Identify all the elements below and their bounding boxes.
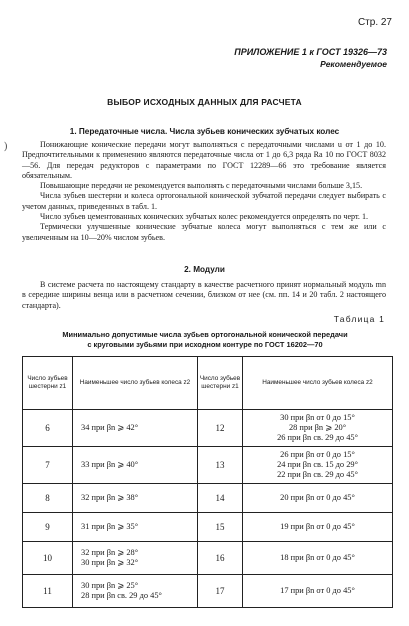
cell-z2 <box>243 542 393 575</box>
appendix-title: ПРИЛОЖЕНИЕ 1 к ГОСТ 19326—73 <box>234 47 387 57</box>
cell-line: 26 при βn от 0 до 15° <box>280 450 355 459</box>
cell-z2 <box>243 447 393 484</box>
cell-z2 <box>73 542 198 575</box>
table-row <box>23 513 393 542</box>
header-z1: Число зубьев шестерни z1 <box>23 357 73 410</box>
cell-line: 18 при βn от 0 до 45° <box>280 553 355 562</box>
cell-line: 31 при βn ⩾ 35° <box>81 522 139 531</box>
cell-z2 <box>73 410 198 447</box>
cell-z1: 13 <box>198 447 243 484</box>
cell-line: 19 при βn от 0 до 45° <box>280 522 355 531</box>
cell-line: 17 при βn от 0 до 45° <box>280 586 355 595</box>
table-row <box>23 575 393 608</box>
cell-z1: 16 <box>198 542 243 575</box>
cell-z2 <box>243 410 393 447</box>
margin-bracket-mark: ) <box>4 141 8 152</box>
page-title: ВЫБОР ИСХОДНЫХ ДАННЫХ ДЛЯ РАСЧЕТА <box>107 97 302 107</box>
cell-z1: 17 <box>198 575 243 608</box>
cell-line: 32 при βn ⩾ 38° <box>81 493 139 502</box>
header-z2: Наименьшее число зубьев колеса z2 <box>73 357 198 410</box>
cell-z1: 7 <box>23 447 73 484</box>
table-header-row <box>23 357 393 410</box>
page-number: Стр. 27 <box>357 17 392 28</box>
cell-line: 20 при βn от 0 до 45° <box>280 493 355 502</box>
paragraph: Понижающие конические передачи могут выполняться с передаточными числами u от 1 до 10. Предпочтительными к применению являются передаточные числа от 1 до 6,3 ряда Rа 10 по ГОСТ 8032—56. Для передач редукторов с параметрами по ГОСТ 12289—66 это требование является обязательным. <box>22 140 386 180</box>
header-z1: Число зубьев шестерни z1 <box>198 357 243 410</box>
header-z2: Наименьшее число зубьев колеса z2 <box>243 357 393 410</box>
section-1-title: 1. Передаточные числа. Числа зубьев конических зубчатых колес <box>69 127 340 136</box>
appendix-header <box>234 46 387 70</box>
cell-z1: 14 <box>198 484 243 513</box>
cell-line: 30 при βn от 0 до 15° <box>280 413 355 422</box>
paragraph: В системе расчета по настоящему стандарту в качестве расчетного принят нормальный модуль mn в середине ширины венца или в расчетном сечении, близком от нее (см. пп. 14 и 20 табл. 2 настоящего стандарта). <box>22 280 386 310</box>
cell-z2 <box>73 484 198 513</box>
teeth-count-table <box>22 356 393 608</box>
cell-z1: 11 <box>23 575 73 608</box>
cell-z2 <box>73 575 198 608</box>
cell-line: 28 при βn ⩾ 20° <box>288 423 347 432</box>
cell-line: 32 при βn ⩾ 28° <box>81 548 139 557</box>
paragraph: Число зубьев цементованных конических зубчатых колес рекомендуется определять по черт. 1. <box>40 212 369 222</box>
cell-z1: 12 <box>198 410 243 447</box>
cell-z1: 10 <box>23 542 73 575</box>
section-2-body <box>22 280 386 311</box>
cell-line: 33 при βn ⩾ 40° <box>81 460 139 469</box>
table-row <box>23 542 393 575</box>
table-caption-line: Минимально допустимые числа зубьев ортогональной конической передачи <box>62 330 348 339</box>
cell-line: 30 при βn ⩾ 32° <box>81 558 139 567</box>
cell-z1: 6 <box>23 410 73 447</box>
table-caption <box>20 330 390 350</box>
table-row <box>23 410 393 447</box>
cell-line: 26 при βn св. 29 до 45° <box>277 433 358 442</box>
section-2-title: 2. Модули <box>184 265 225 274</box>
cell-z2 <box>73 513 198 542</box>
cell-z2 <box>243 484 393 513</box>
cell-line: 34 при βn ⩾ 42° <box>81 423 139 432</box>
table-caption-line: с круговыми зубьями при исходном контуре по ГОСТ 16202—70 <box>87 340 323 349</box>
cell-line: 28 при βn св. 29 до 45° <box>81 591 162 600</box>
cell-line: 24 при βn св. 15 до 29° <box>277 460 358 469</box>
paragraph: Термически улучшенные конические зубчатые колеса могут выполняться с тем же или с увеличенным на 10—20% числом зубьев. <box>22 222 386 242</box>
appendix-status: Рекомендуемое <box>320 59 387 69</box>
cell-z1: 9 <box>23 513 73 542</box>
cell-z1: 8 <box>23 484 73 513</box>
table-label: Таблица 1 <box>333 314 385 324</box>
cell-line: 30 при βn ⩾ 25° <box>81 581 139 590</box>
table-row <box>23 484 393 513</box>
table-row <box>23 447 393 484</box>
cell-z2 <box>243 575 393 608</box>
section-1-body <box>22 140 386 243</box>
cell-z1: 15 <box>198 513 243 542</box>
cell-line: 22 при βn св. 29 до 45° <box>277 470 358 479</box>
cell-z2 <box>243 513 393 542</box>
paragraph: Повышающие передачи не рекомендуется выполнять с передаточными числами больше 3,15. <box>40 181 363 191</box>
paragraph: Числа зубьев шестерни и колеса ортогональной конической зубчатой передачи следует выбирать с учетом данных, приведенных в табл. 1. <box>22 191 386 211</box>
cell-z2 <box>73 447 198 484</box>
